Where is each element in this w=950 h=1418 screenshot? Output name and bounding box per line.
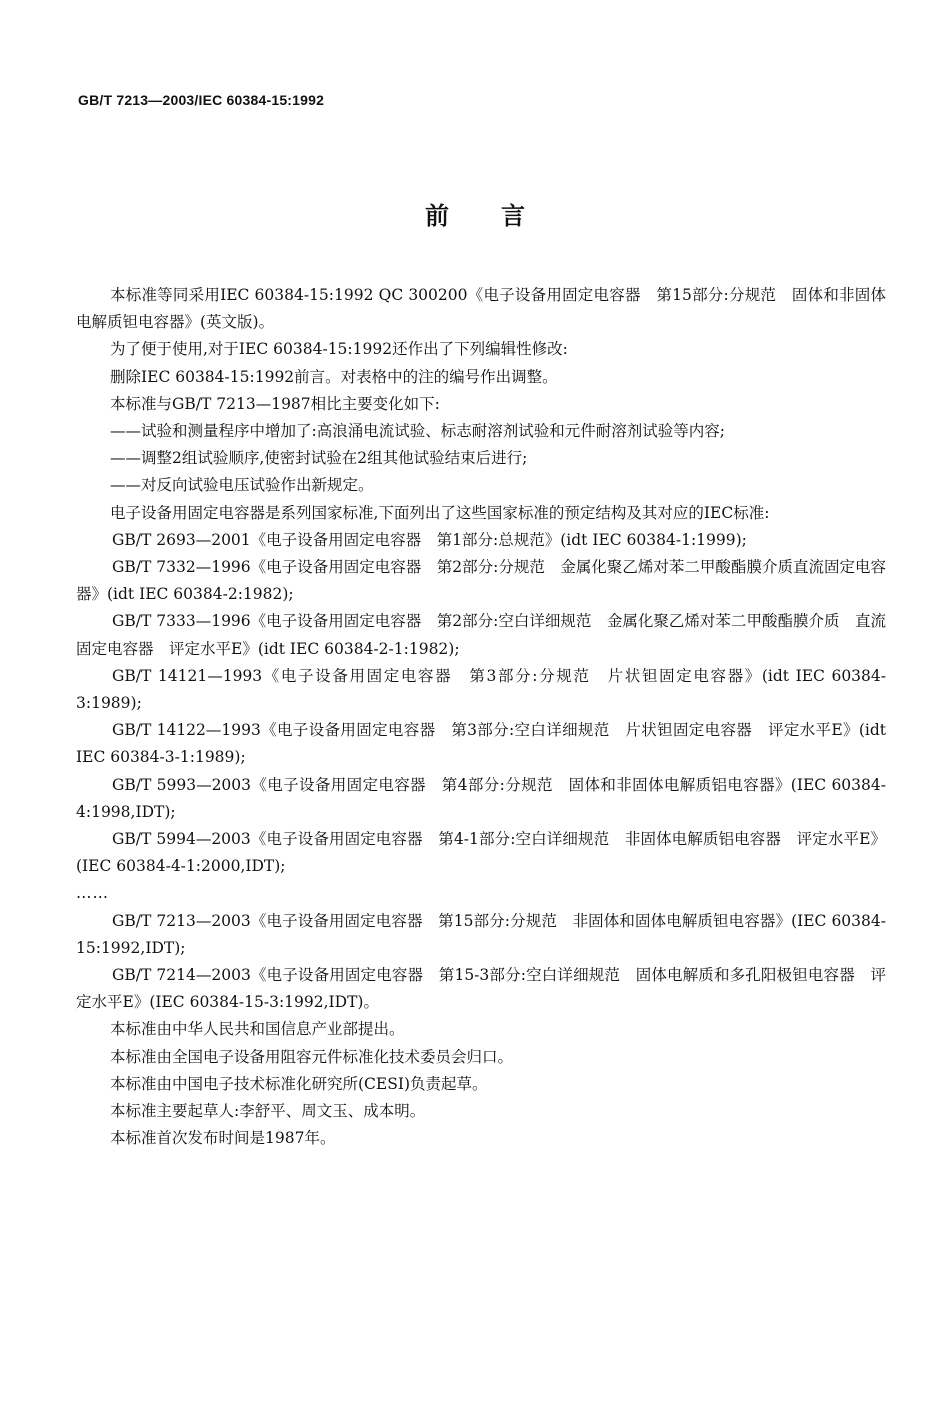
- reference-item: GB/T 2693—2001《电子设备用固定电容器 第1部分:总规范》(idt IEC 60384-1:1999);: [112, 530, 747, 549]
- paragraph-editorial-intro: 为了便于使用,对于IEC 60384-15:1992还作出了下列编辑性修改:: [110, 340, 568, 359]
- closing-statement: 本标准主要起草人:李舒平、周文玉、成本明。: [110, 1102, 426, 1121]
- preface-body: [76, 282, 886, 1153]
- document-code-header: GB/T 7213—2003/IEC 60384-15:1992: [78, 92, 325, 108]
- closing-statement: 本标准由全国电子设备用阻容元件标准化技术委员会归口。: [110, 1047, 514, 1066]
- paragraph-editorial-changes: 删除IEC 60384-15:1992前言。对表格中的注的编号作出调整。: [110, 367, 558, 386]
- change-item: ——试验和测量程序中增加了:高浪涌电流试验、标志耐溶剂试验和元件耐溶剂试验等内容;: [110, 422, 725, 441]
- change-item: ——对反向试验电压试验作出新规定。: [110, 476, 374, 495]
- reference-item: GB/T 5993—2003《电子设备用固定电容器 第4部分:分规范 固体和非固体电解质铝电容器》(IEC 60384-4:1998,IDT);: [76, 775, 886, 821]
- paragraph-series-intro: 电子设备用固定电容器是系列国家标准,下面列出了这些国家标准的预定结构及其对应的IEC标准:: [110, 503, 770, 522]
- page-title: 前言: [425, 201, 577, 230]
- reference-item: GB/T 7213—2003《电子设备用固定电容器 第15部分:分规范 非固体和固体电解质钽电容器》(IEC 60384-15:1992,IDT);: [76, 911, 886, 957]
- reference-item: GB/T 7214—2003《电子设备用固定电容器 第15-3部分:空白详细规范 固体电解质和多孔阳极钽电容器 评定水平E》(IEC 60384-15-3:1992,IDT)。: [76, 966, 886, 1012]
- reference-item: GB/T 5994—2003《电子设备用固定电容器 第4-1部分:空白详细规范 非固体电解质铝电容器 评定水平E》(IEC 60384-4-1:2000,IDT);: [76, 830, 886, 876]
- reference-item: GB/T 7333—1996《电子设备用固定电容器 第2部分:空白详细规范 金属化聚乙烯对苯二甲酸酯膜介质 直流固定电容器 评定水平E》(idt IEC 60384-2-1:1982);: [76, 612, 886, 658]
- reference-item: GB/T 14121—1993《电子设备用固定电容器 第3部分:分规范 片状钽固定电容器》(idt IEC 60384-3:1989);: [76, 666, 886, 713]
- reference-item: GB/T 14122—1993《电子设备用固定电容器 第3部分:空白详细规范 片状钽固定电容器 评定水平E》(idt IEC 60384-3-1:1989);: [76, 721, 886, 767]
- paragraph-main-changes-intro: 本标准与GB/T 7213—1987相比主要变化如下:: [110, 394, 440, 413]
- paragraph-adoption: 本标准等同采用IEC 60384-15:1992 QC 300200《电子设备用固定电容器 第15部分:分规范 固体和非固体电解质钽电容器》(英文版)。: [76, 286, 886, 332]
- closing-statement: 本标准由中国电子技术标准化研究所(CESI)负责起草。: [110, 1074, 488, 1093]
- change-item: ——调整2组试验顺序,使密封试验在2组其他试验结束后进行;: [110, 449, 528, 468]
- closing-statement: 本标准由中华人民共和国信息产业部提出。: [110, 1020, 405, 1039]
- ellipsis-marker: ……: [76, 884, 109, 903]
- reference-item: GB/T 7332—1996《电子设备用固定电容器 第2部分:分规范 金属化聚乙烯对苯二甲酸酯膜介质直流固定电容器》(idt IEC 60384-2:1982);: [76, 558, 886, 604]
- closing-statement: 本标准首次发布时间是1987年。: [110, 1129, 336, 1148]
